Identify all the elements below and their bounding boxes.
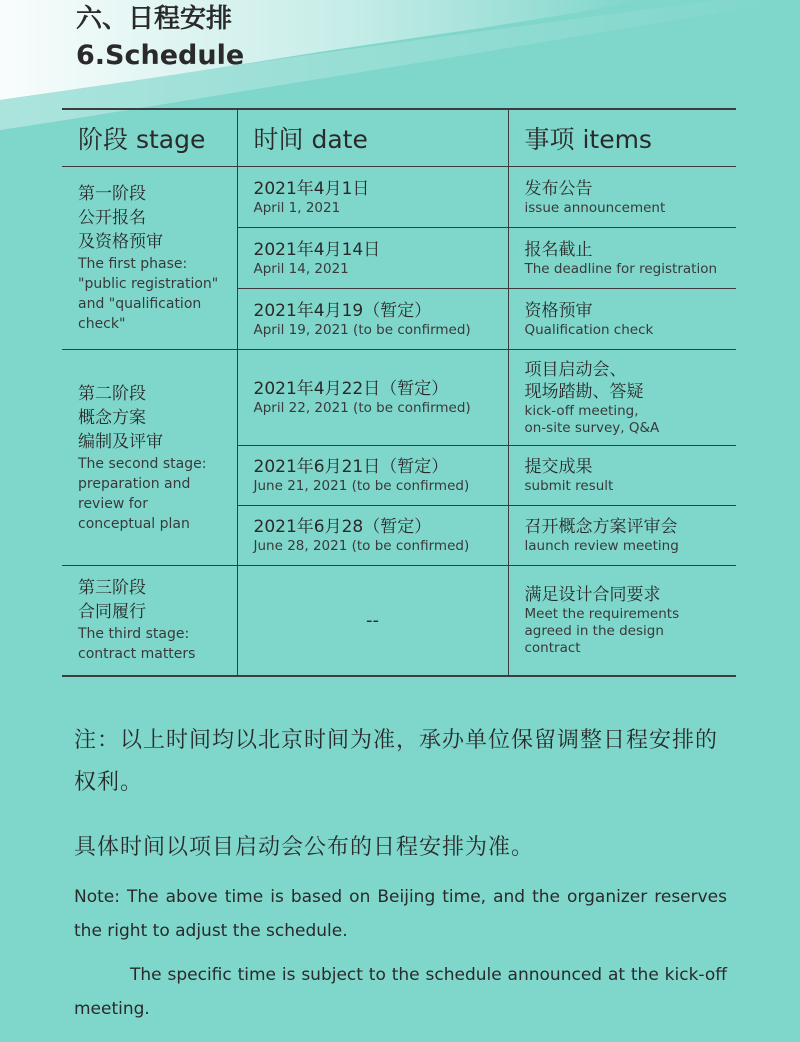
item-cn: 满足设计合同要求	[524, 584, 661, 605]
date-cell-empty: --	[237, 566, 508, 676]
date-cell	[237, 446, 508, 506]
item-cn: 现场踏勘、答疑	[524, 381, 644, 402]
stage-2-cell	[62, 350, 237, 566]
item-cn: 资格预审	[524, 300, 593, 321]
stage-1-cell	[62, 167, 237, 350]
date-en: April 14, 2021	[253, 260, 349, 277]
stage-en-line: review for	[78, 495, 148, 512]
item-en: Qualification check	[524, 321, 654, 338]
date-cn: 2021年4月1日	[253, 178, 370, 199]
section-title-cn: 六、日程安排	[76, 4, 233, 34]
date-en: June 28, 2021 (to be confirmed)	[253, 538, 470, 554]
note-en-2: The specific time is subject to the schedule announced at the kick-off meeting.	[74, 965, 727, 1019]
note-en-1: Note: The above time is based on Beijing time, and the organizer reserves the right to adjust the schedule.	[74, 887, 727, 941]
stage-en-line: conceptual plan	[78, 515, 190, 532]
item-cell	[508, 350, 736, 446]
date-cell	[237, 350, 508, 446]
stage-cn-line: 及资格预审	[78, 232, 163, 252]
date-cn: 2021年4月14日	[253, 239, 381, 260]
item-cn: 提交成果	[524, 457, 593, 477]
stage-cn-line: 第二阶段	[78, 383, 146, 404]
item-cn: 项目启动会、	[524, 359, 627, 380]
date-en: June 21, 2021 (to be confirmed)	[253, 478, 470, 494]
header-date: 时间 date	[237, 109, 508, 167]
item-cn: 召开概念方案评审会	[524, 517, 678, 537]
stage-cn-line: 合同履行	[78, 602, 146, 623]
stage-en-line: preparation and	[78, 475, 191, 492]
stage-cn-line: 公开报名	[78, 208, 146, 228]
stage-en-line: contract matters	[78, 646, 196, 663]
stage-3-cell	[62, 566, 237, 676]
item-en: The deadline for registration	[524, 260, 718, 277]
date-cell	[237, 506, 508, 566]
stage-en-line: The second stage:	[78, 455, 207, 472]
table-header-row	[62, 109, 736, 167]
date-cell	[237, 228, 508, 289]
header-stage: 阶段 stage	[62, 109, 237, 167]
item-cell	[508, 566, 736, 676]
stage-en-line: "public registration"	[78, 276, 219, 292]
item-cn: 发布公告	[524, 178, 593, 199]
table-row	[62, 167, 736, 228]
date-en: April 22, 2021 (to be confirmed)	[253, 400, 471, 416]
item-cell	[508, 506, 736, 566]
item-cell	[508, 228, 736, 289]
schedule-table	[62, 108, 736, 677]
header-items: 事项 items	[508, 109, 736, 167]
item-cell	[508, 167, 736, 228]
stage-cn-line: 第三阶段	[78, 578, 146, 599]
stage-en-line: and "qualification	[78, 296, 202, 312]
table-row	[62, 566, 736, 676]
date-en: April 19, 2021 (to be confirmed)	[253, 321, 471, 338]
date-cn: 2021年6月21日（暂定）	[253, 457, 449, 477]
date-en: April 1, 2021	[253, 199, 341, 216]
stage-en-line: check"	[78, 316, 126, 332]
item-en: submit result	[524, 478, 614, 494]
item-cell	[508, 446, 736, 506]
date-cn: 2021年6月28（暂定）	[253, 517, 432, 537]
item-en: contract	[524, 639, 581, 656]
item-en: agreed in the design	[524, 622, 664, 639]
table-row	[62, 350, 736, 446]
stage-cn-line: 第一阶段	[78, 184, 146, 204]
date-cell	[237, 167, 508, 228]
item-cell	[508, 289, 736, 350]
stage-cn-line: 编制及评审	[78, 431, 163, 452]
stage-en-line: The third stage:	[78, 626, 190, 643]
section-title-en: 6.Schedule	[76, 40, 245, 71]
item-en: launch review meeting	[524, 538, 679, 554]
item-en: Meet the requirements	[524, 605, 680, 622]
item-cn: 报名截止	[524, 239, 593, 260]
item-en: issue announcement	[524, 199, 666, 216]
stage-cn-line: 概念方案	[78, 407, 146, 428]
item-en: on-site survey, Q&A	[524, 419, 660, 436]
stage-en-line: The first phase:	[78, 256, 188, 272]
note-cn-2: 具体时间以项目启动会公布的日程安排为准。	[74, 835, 535, 860]
date-cell	[237, 289, 508, 350]
note-cn-1: 注：以上时间均以北京时间为准，承办单位保留调整日程安排的权利。	[74, 728, 719, 795]
item-en: kick-off meeting,	[524, 402, 639, 419]
date-cn: 2021年4月19（暂定）	[253, 300, 432, 321]
date-cn: 2021年4月22日（暂定）	[253, 379, 449, 399]
